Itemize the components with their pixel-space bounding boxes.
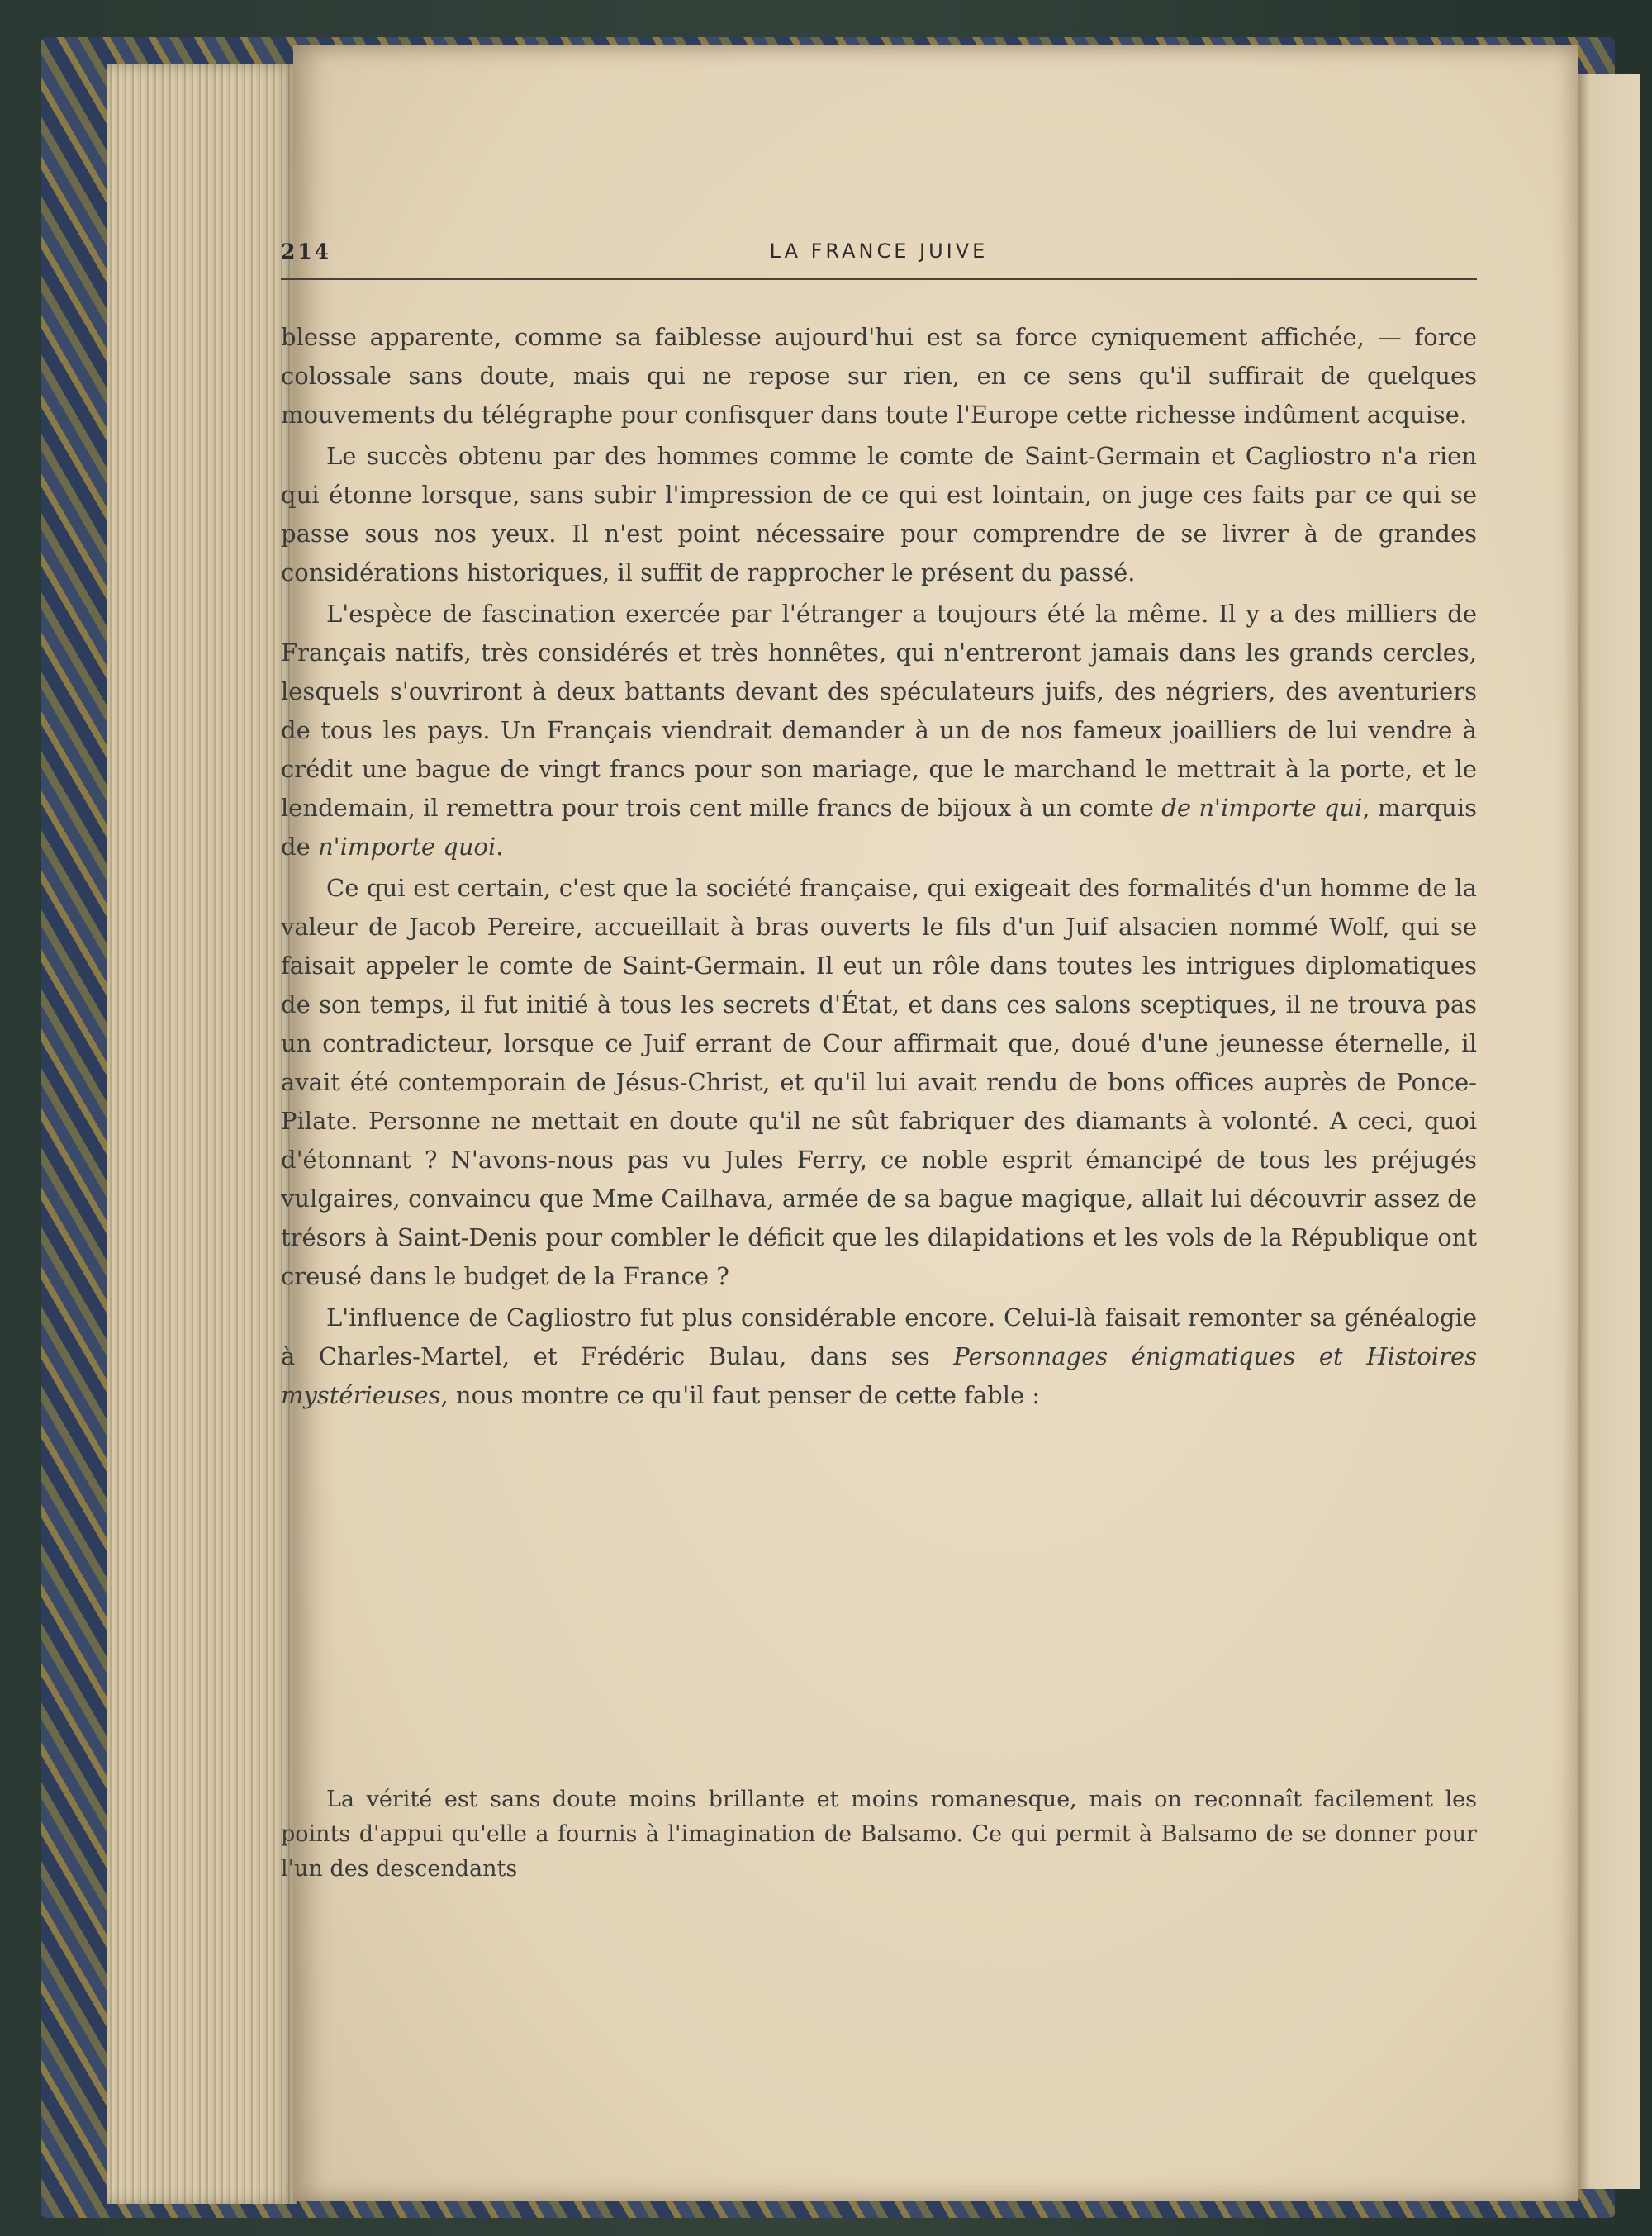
paragraph-3-text-c: . (496, 833, 504, 861)
paragraph-3 (281, 595, 1477, 866)
block-quote (281, 1783, 1477, 1887)
paragraph-3-italic-a: de n'importe qui (1161, 794, 1363, 822)
running-head (281, 240, 1477, 281)
header-rule (281, 278, 1477, 280)
paragraph-5-italic-a: Personnages énigmatiques et Histoires mystérieuses (281, 1342, 1477, 1409)
running-title: LA FRANCE JUIVE (769, 240, 989, 263)
paragraph-3-text-b: , marquis de (281, 794, 1477, 861)
paragraph-4: Ce qui est certain, c'est que la société française, qui exigeait des formalités d'un homme de la valeur de Jacob Pereire, accueillait à bras ouverts le fils d'un Juif alsacien nommé Wolf, qui se faisait appeler le comte de Saint-Germain. Il eut un rôle dans toutes les intrigues diplomatiques de son temps, il fut initié à tous les secrets d'État, et dans ces salons sceptiques, il ne trouva pas un contradicteur, lorsque ce Juif errant de Cour affirmait que, doué d'une jeunesse éternelle, il avait été contemporain de Jésus-Christ, et qu'il lui avait rendu de bons offices auprès de Ponce-Pilate. Personne ne mettait en doute qu'il ne sût fabriquer des diamants à volonté. A ceci, quoi d'étonnant ? N'avons-nous pas vu Jules Ferry, ce noble esprit émancipé de tous les préjugés vulgaires, convaincu que Mme Cailhava, armée de sa bague magique, allait lui découvrir assez de trésors à Saint-Denis pour combler le déficit que les dilapidations et les vols de la République ont creusé dans le budget de la France ? (281, 874, 1477, 1290)
body-text (281, 318, 1477, 1417)
page-edges (107, 64, 297, 2204)
paragraph-2: Le succès obtenu par des hommes comme le comte de Saint-Germain et Cagliostro n'a rien qui étonne lorsque, sans subir l'impression de ce qui est lointain, on juge ces faits par ce qui se passe sous nos yeux. Il n'est point nécessaire pour comprendre de se livrer à de grandes considérations historiques, il suffit de rapprocher le présent du passé. (281, 442, 1477, 586)
paragraph-1: blesse apparente, comme sa faiblesse aujourd'hui est sa force cyniquement affichée, — force colossale sans doute, mais qui ne repose sur rien, en ce sens qu'il suffirait de quelques mouvements du télégraphe pour confisquer dans toute l'Europe cette richesse indûment acquise. (281, 323, 1477, 429)
paragraph-5 (281, 1298, 1477, 1415)
quote-paragraph: La vérité est sans doute moins brillante et moins romanesque, mais on reconnaît facilement les points d'appui qu'elle a fournis à l'imagination de Balsamo. Ce qui permit à Balsamo de se donner pour l'un des descendants (281, 1787, 1477, 1882)
paragraph-3-italic-b: n'importe quoi (317, 833, 496, 861)
page-number: 214 (281, 240, 332, 263)
next-page-edge (1574, 74, 1640, 2189)
paragraph-3-text-a: L'espèce de fascination exercée par l'étranger a toujours été la même. Il y a des milliers de Français natifs, très considérés et très honnêtes, qui n'entreront jamais dans les grands cercles, lesquels s'ouvriront à deux battants devant des spéculateurs juifs, des négriers, des aventuriers de tous les pays. Un Français viendrait demander à un de nos fameux joailliers de lui vendre à crédit une bague de vingt francs pour son mariage, que le marchand le mettrait à la porte, et le lendemain, il remettra pour trois cent mille francs de bijoux à un comte (281, 600, 1477, 822)
paragraph-5-text-a: L'influence de Cagliostro fut plus considérable encore. Celui-là faisait remonter sa généalogie à Charles-Martel, et Frédéric Bulau, dans ses (281, 1303, 1477, 1370)
paragraph-5-text-b: , nous montre ce qu'il faut penser de cette fable : (440, 1381, 1041, 1409)
